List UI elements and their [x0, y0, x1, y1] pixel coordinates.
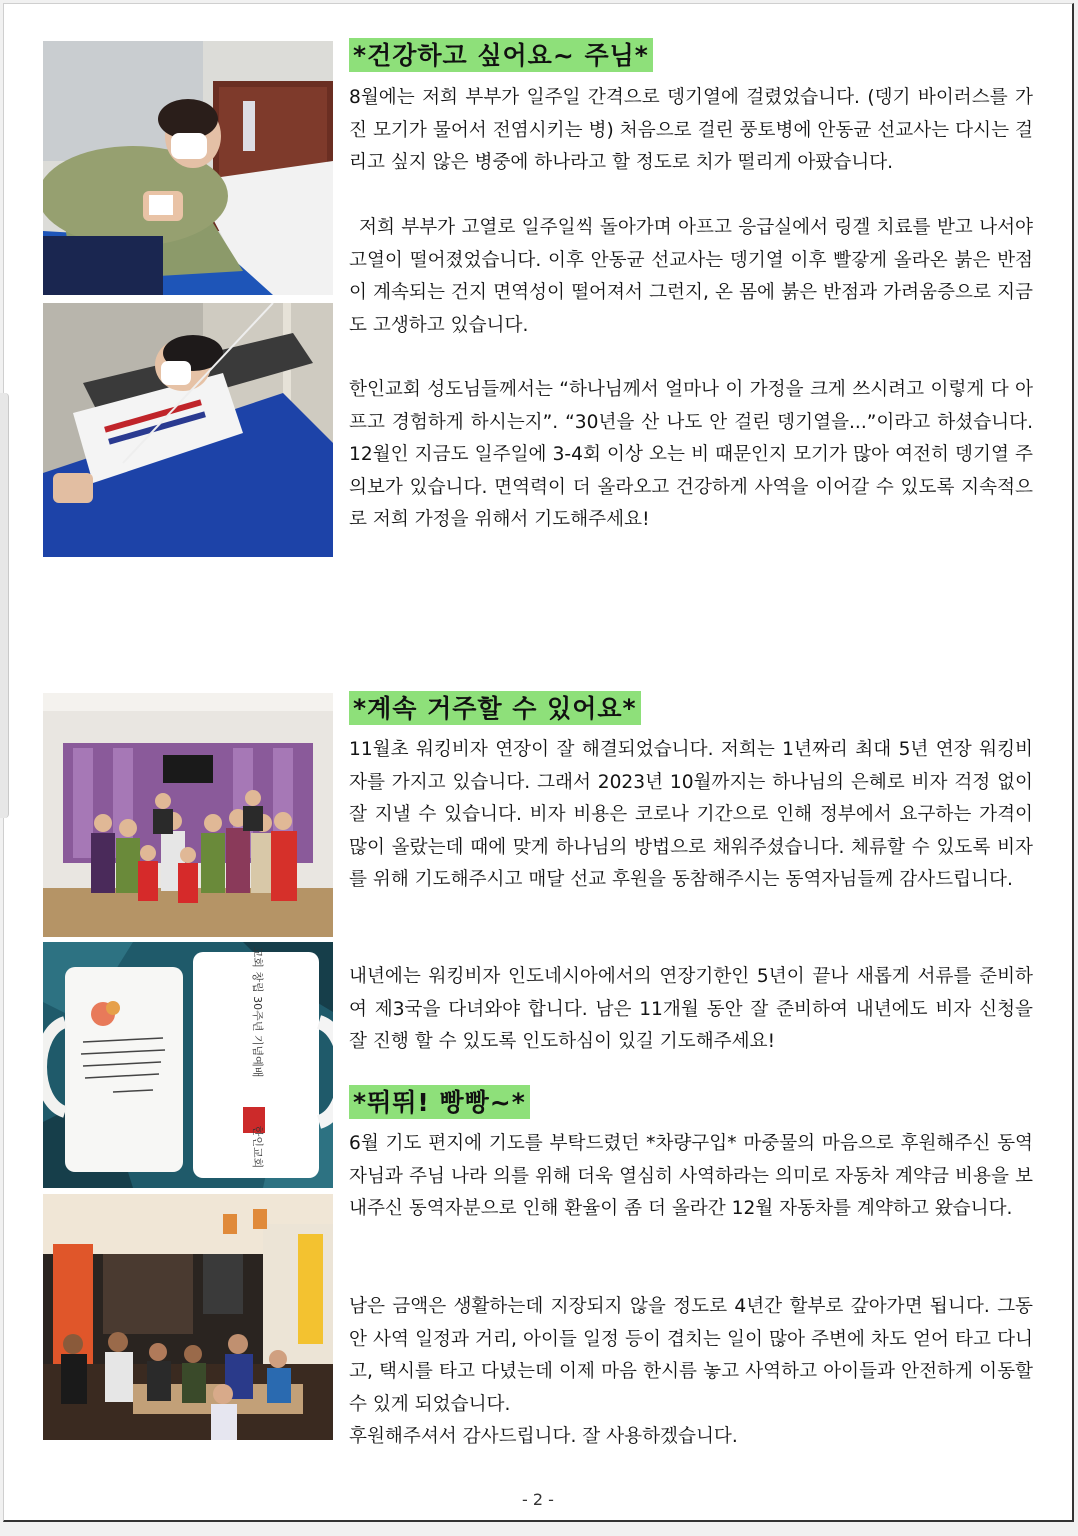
section-car-paragraph-1: 6월 기도 편지에 기도를 부탁드렸던 *차량구입* 마중물의 마음으로 후원해주신 동역자님과 주님 나라 의를 위해 더욱 열심히 사역하라는 의미로 자동차 계약금 비용을 보내주신 동역자분으로 인해 환율이 좀 더 올라간 12월 자동차를 계약하고 왔습니다.: [349, 1133, 1033, 1220]
photo-man-hospital-bed: [43, 303, 333, 557]
section-heading-car: *뛰뛰! 빵빵~*: [349, 1085, 530, 1119]
side-scroll-tab[interactable]: [0, 393, 9, 818]
photo-commemorative-mugs: [43, 942, 333, 1188]
section-heading-health: *건강하고 싶어요~ 주님*: [349, 38, 653, 72]
mug-bottom-text: 한인교회: [251, 1125, 264, 1169]
section-residence-paragraph-2: 내년에는 워킹비자 인도네시아에서의 연장기한인 5년이 끝나 새롭게 서류를 준비하여 제3국을 다녀와야 합니다. 남은 11개월 동안 잘 준비하여 내년에도 비자 신청을 잘 진행 할 수 있도록 인도하심이 있길 기도해주세요!: [349, 966, 1033, 1053]
photo-church-group: [43, 693, 333, 937]
section-heading-residence: *계속 거주할 수 있어요*: [349, 691, 641, 725]
section-health-paragraph-1: 8월에는 저희 부부가 일주일 간격으로 뎅기열에 걸렸었습니다. (뎅기 바이러스를 가진 모기가 물어서 전염시키는 병) 처음으로 걸린 풍토병에 안동균 선교사는 다시는 걸리고 싶지 않은 병중에 하나라고 할 정도로 치가 떨리게 아팠습니다.: [349, 87, 1033, 174]
mug-front-text: 교회 창립 30주년 기념예배: [251, 946, 264, 1078]
page-number: - 2 -: [522, 1490, 554, 1509]
section-health-paragraph-3: 한인교회 성도님들께서는 “하나님께서 얼마나 이 가정을 크게 쓰시려고 이렇게 다 아프고 경험하게 하시는지”. “30년을 산 나도 안 걸린 뎅기열을...”이라고 하셨습니다. 12월인 지금도 일주일에 3-4회 이상 오는 비 때문인지 모기가 많아 여전히 뎅기열 주의보가 있습니다. 면역력이 더 올라오고 건강하게 사역을 이어갈 수 있도록 지속적으로 저희 가정을 위해서 기도해주세요!: [349, 379, 1033, 531]
section-residence-paragraph-1: 11월초 워킹비자 연장이 잘 해결되었습니다. 저희는 1년짜리 최대 5년 연장 워킹비자를 가지고 있습니다. 그래서 2023년 10월까지는 하나님의 은혜로 비자 걱정 없이 잘 지낼 수 있습니다. 비자 비용은 코로나 기간으로 인해 정부에서 요구하는 가격이 많이 올랐는데 때에 맞게 하나님의 방법으로 채워주셨습니다. 체류할 수 있도록 비자를 위해 기도해주시고 매달 선교 후원을 동참해주시는 동역자님들께 감사드립니다.: [349, 739, 1033, 891]
section-car-paragraph-3: 후원해주셔서 감사드립니다. 잘 사용하겠습니다.: [349, 1426, 738, 1447]
section-health-paragraph-2: 저희 부부가 고열로 일주일씩 돌아가며 아프고 응급실에서 링겔 치료를 받고 나서야 고열이 떨어졌었습니다. 이후 안동균 선교사는 뎅기열 이후 빨갛게 올라온 붉은 반점이 계속되는 건지 면역성이 떨어져서 그런지, 온 몸에 붉은 반점과 가려움증으로 지금도 고생하고 있습니다.: [349, 217, 1033, 336]
photo-restaurant-group: [43, 1194, 333, 1440]
photo-woman-hospital-bed: [43, 41, 333, 295]
section-car-paragraph-2: 남은 금액은 생활하는데 지장되지 않을 정도로 4년간 할부로 갚아가면 됩니다. 그동안 사역 일정과 거리, 아이들 일정 등이 겹치는 일이 많아 주변에 차도 얻어 타고 다니고, 택시를 타고 다녔는데 이제 마음 한시름 놓고 사역하고 아이들과 안전하게 이동할 수 있게 되었습니다.: [349, 1296, 1033, 1415]
document-page: [3, 3, 1074, 1522]
